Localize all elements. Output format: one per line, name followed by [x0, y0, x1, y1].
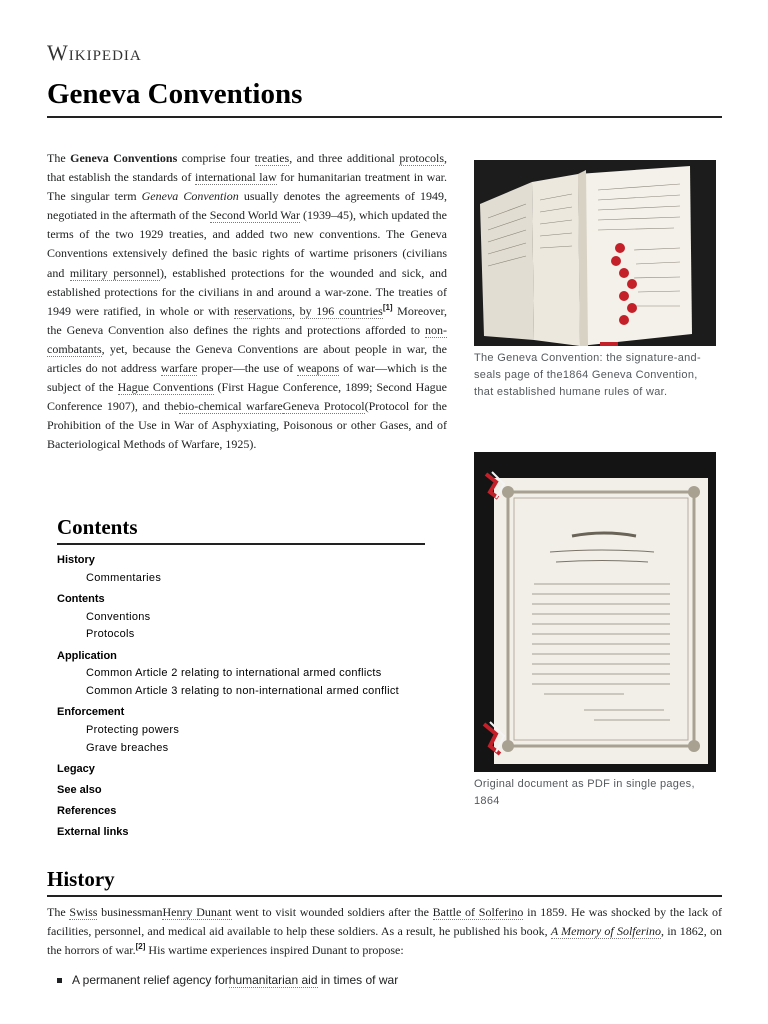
link-biochemical-warfare[interactable]: bio-chemical warfare: [178, 399, 283, 414]
figure-signature-page: [474, 160, 716, 401]
figure-original-document: [474, 452, 716, 810]
toc-item-contents[interactable]: Contents: [57, 592, 105, 605]
convention-document-photo[interactable]: [474, 452, 716, 772]
link-reservations[interactable]: reservations: [234, 303, 293, 318]
link-a-memory-of-solferino[interactable]: A Memory of Solferino: [550, 924, 661, 939]
link-humanitarian-aid[interactable]: humanitarian aid: [228, 973, 318, 987]
toc-item-common-article-3[interactable]: Common Article 3 relating to non-international armed conflict: [86, 684, 400, 697]
link-geneva-protocol[interactable]: Geneva Protocol: [282, 399, 365, 414]
link-warfare[interactable]: warfare: [160, 361, 198, 376]
toc-item-external-links[interactable]: External links: [57, 826, 129, 839]
link-second-world-war[interactable]: Second World War: [209, 208, 300, 223]
link-swiss[interactable]: Swiss: [69, 905, 98, 919]
link-henry-dunant[interactable]: Henry Dunant: [162, 905, 232, 919]
link-non-combatants[interactable]: non-combatants: [47, 322, 447, 356]
title-divider: [47, 116, 722, 118]
toc-item-protecting-powers[interactable]: Protecting powers: [86, 723, 180, 736]
history-paragraph: The Swiss businessmanHenry Dunant went to visit wounded soldiers after the Battle of Solferino in 1859. He was shocked by the lack of facilities, personnel, and medical aid available to help these soldiers. As a result, he published his book, A Memory of Solferino, in 1862, on the horrors of war.[2] His wartime experiences inspired Dunant to propose:: [47, 905, 722, 958]
wikipedia-logo[interactable]: Wikipedia: [47, 40, 142, 65]
toc-item-grave-breaches[interactable]: Grave breaches: [86, 741, 169, 754]
toc-item-references[interactable]: References: [57, 805, 117, 818]
section-title-history: History: [47, 867, 115, 891]
toc-item-application[interactable]: Application: [57, 649, 117, 662]
link-international-law[interactable]: international law: [195, 170, 277, 185]
toc-item-history[interactable]: History: [57, 554, 95, 566]
toc-title: Contents: [57, 515, 425, 545]
figure-caption: Original document as PDF in single pages, 1864: [474, 778, 695, 807]
lead-paragraph: The Geneva Conventions comprise four treaties, and three additional protocols, that establish the standards of international law for humanitarian treatment in war. The singular term Geneva Convention usually denotes the agreements of 1949, negotiated in the aftermath of the Second World War (1939–45), which updated the terms of the two 1929 treaties, and added two new conventions. The Geneva Conventions extensively defined the basic rights of wartime prisoners (civilians and military personnel), established protections for the wounded and sick, and established protections for the civilians in and around a war-zone. The treaties of 1949 were ratified, in whole or with reservations, by 196 countries[1] Moreover, the Geneva Convention also defines the rights and protections afforded to non-combatants, yet, because the Geneva Conventions are about people in war, the articles do not address warfare proper—the use of weapons of war—which is the subject of the Hague Conventions (First Hague Conference, 1899; Second Hague Conference 1907), and thebio-chemical warfareGeneva Protocol(Protocol for the Prohibition of the Use in War of Asphyxiating, Poisonous or other Gases, and of Bacteriological Methods of Warfare, 1925).: [47, 151, 448, 452]
page-title: Geneva Conventions: [47, 78, 303, 110]
link-protocols[interactable]: protocols: [399, 151, 444, 165]
reference-1[interactable]: [1]: [382, 302, 393, 312]
toc-item-commentaries[interactable]: Commentaries: [86, 571, 162, 584]
link-treaties[interactable]: treaties: [254, 151, 290, 165]
toc-item-common-article-2[interactable]: Common Article 2 relating to international armed conflicts: [86, 667, 382, 680]
list-item: A permanent relief agency forhumanitarian aid in times of war: [55, 971, 398, 989]
table-of-contents: [57, 515, 425, 842]
toc-item-enforcement[interactable]: Enforcement: [57, 706, 125, 719]
section-divider: [47, 895, 722, 897]
link-battle-of-solferino[interactable]: Battle of Solferino: [432, 905, 524, 919]
toc-item-legacy[interactable]: Legacy: [57, 762, 95, 775]
link-hague-conventions[interactable]: Hague Conventions: [117, 380, 214, 395]
link-weapons[interactable]: weapons: [297, 361, 340, 376]
figure-caption: The Geneva Convention: the signature-and-seals page of the1864 Geneva Convention, that established humane rules of war.: [474, 352, 701, 398]
bold-term: Geneva Conventions: [70, 151, 178, 165]
toc-item-protocols[interactable]: Protocols: [86, 628, 135, 641]
toc-list: [57, 552, 425, 842]
toc-item-conventions[interactable]: Conventions: [86, 610, 151, 623]
link-military-personnel[interactable]: military personnel: [69, 265, 160, 280]
proposal-list: [55, 971, 398, 989]
signature-page-photo[interactable]: [474, 160, 716, 346]
toc-item-see-also[interactable]: See also: [57, 783, 102, 796]
reference-2[interactable]: [2]: [135, 942, 146, 952]
link-196-countries[interactable]: by 196 countries: [299, 303, 383, 318]
